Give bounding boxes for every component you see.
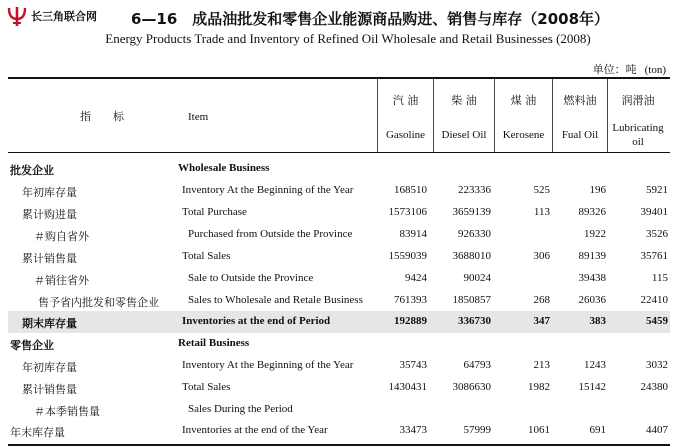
value-kerosene: 268 (533, 294, 550, 306)
value-fuel-oil: 89326 (578, 206, 606, 218)
table-title-en: Energy Products Trade and Inventory of Refined Oil Wholesale and Retail Businesses (2008) (105, 31, 591, 46)
value-gasoline: 761393 (394, 294, 427, 306)
value-gasoline: 9424 (405, 272, 427, 284)
col-fuel-oil-cn: 燃料油 (563, 94, 597, 107)
row-label-cn: 售予省内批发和零售企业 (38, 296, 159, 309)
value-diesel: 3086630 (452, 381, 491, 393)
table-row (8, 420, 670, 442)
value-gasoline: 192889 (394, 315, 427, 327)
value-diesel: 3659139 (452, 206, 491, 218)
value-diesel: 3688010 (452, 250, 491, 262)
row-label-cn: 年初库存量 (22, 361, 77, 374)
unit-label (593, 61, 666, 77)
col-gasoline-en: Gasoline (385, 129, 426, 141)
value-lubricating: 3526 (646, 228, 668, 240)
row-label-en: Sales During the Period (188, 403, 293, 415)
value-lubricating: 22410 (640, 294, 668, 306)
row-label-cn: ＃本季销售量 (34, 405, 100, 418)
value-gasoline: 83914 (399, 228, 427, 240)
value-lubricating: 35761 (640, 250, 668, 262)
value-lubricating: 5459 (646, 315, 668, 327)
value-lubricating: 3032 (646, 359, 668, 371)
row-label-cn: 批发企业 (10, 164, 54, 177)
value-gasoline: 1573106 (388, 206, 427, 218)
value-diesel: 57999 (463, 424, 491, 436)
row-label-cn: ＃购自省外 (34, 230, 89, 243)
row-label-en: Total Sales (182, 381, 231, 393)
unit-en: (ton) (644, 64, 666, 76)
row-label-en: Inventory At the Beginning of the Year (182, 184, 354, 196)
table-row (8, 399, 670, 421)
row-label-cn: 年末库存量 (10, 426, 65, 439)
value-fuel-oil: 26036 (578, 294, 606, 306)
row-label-en: Retail Business (178, 337, 250, 349)
row-label-en: Sales to Wholesale and Retale Business (188, 294, 363, 306)
value-fuel-oil: 383 (589, 315, 606, 327)
value-lubricating: 4407 (646, 424, 668, 436)
value-fuel-oil: 691 (589, 424, 606, 436)
col-lubricating-cn: 润滑油 (621, 94, 655, 107)
col-fuel-oil-en: Fual Oil (561, 129, 599, 141)
value-fuel-oil: 89139 (578, 250, 606, 262)
table-title-cn: 6—16 成品油批发和零售企业能源商品购进、销售与库存（2008年） (130, 10, 610, 28)
value-diesel: 1850857 (452, 294, 491, 306)
row-label-cn: 期末库存量 (22, 317, 77, 330)
row-label-cn: 年初库存量 (22, 186, 77, 199)
value-kerosene: 213 (533, 359, 550, 371)
row-label-en: Purchased from Outside the Province (188, 228, 353, 240)
row-label-en: Inventory At the Beginning of the Year (182, 359, 354, 371)
header-indicator: 指 标 (80, 110, 124, 123)
table-row (8, 180, 670, 202)
table-bottom-rule (8, 444, 670, 446)
value-gasoline: 1430431 (388, 381, 427, 393)
value-lubricating: 39401 (640, 206, 668, 218)
header-item: Item (188, 111, 209, 123)
col-lubricating-en: Lubricating oil (612, 122, 664, 148)
value-gasoline: 168510 (394, 184, 427, 196)
row-label-cn: ＃销往省外 (34, 274, 89, 287)
value-gasoline: 1559039 (388, 250, 427, 262)
row-label-cn: 累计销售量 (22, 383, 77, 396)
row-label-en: Wholesale Business (178, 162, 270, 174)
col-gasoline-cn: 汽 油 (392, 94, 419, 107)
table-row (8, 268, 670, 290)
table-row (8, 333, 670, 355)
value-diesel: 926330 (458, 228, 491, 240)
value-fuel-oil: 1243 (584, 359, 606, 371)
value-kerosene: 1061 (528, 424, 550, 436)
value-lubricating: 5921 (646, 184, 668, 196)
col-diesel-cn: 柴 油 (451, 94, 477, 107)
value-kerosene: 113 (533, 206, 550, 218)
col-kerosene-en: Kerosene (502, 129, 545, 141)
value-diesel: 336730 (458, 315, 491, 327)
value-diesel: 64793 (463, 359, 491, 371)
value-gasoline: 35743 (399, 359, 427, 371)
table-row (8, 355, 670, 377)
col-diesel-en: Diesel Oil (441, 129, 487, 141)
value-fuel-oil: 1922 (584, 228, 606, 240)
header-bottom-rule (8, 152, 670, 153)
row-label-cn: 零售企业 (10, 339, 54, 352)
row-label-en: Total Purchase (182, 206, 247, 218)
row-label-en: Total Sales (182, 250, 231, 262)
value-fuel-oil: 196 (589, 184, 606, 196)
site-name: 长三角联合网 (31, 10, 97, 23)
table-row (8, 158, 670, 180)
value-lubricating: 24380 (640, 381, 668, 393)
value-diesel: 90024 (463, 272, 491, 284)
table-row (8, 290, 670, 312)
value-lubricating: 115 (651, 272, 668, 284)
value-kerosene: 347 (533, 315, 550, 327)
table-row (8, 202, 670, 224)
value-fuel-oil: 39438 (578, 272, 606, 284)
table-row-highlighted (8, 311, 670, 333)
row-label-en: Inventories at the end of Period (182, 315, 331, 327)
row-label-cn: 累计购进量 (22, 208, 77, 221)
table-top-rule (8, 77, 670, 79)
table-row (8, 224, 670, 246)
row-label-en: Inventories at the end of the Year (182, 424, 328, 436)
unit-cn: 单位：吨 (592, 63, 637, 76)
value-fuel-oil: 15142 (578, 381, 606, 393)
value-diesel: 223336 (458, 184, 491, 196)
value-gasoline: 33473 (399, 424, 427, 436)
row-label-cn: 累计销售量 (22, 252, 77, 265)
table-row (8, 246, 670, 268)
value-kerosene: 1982 (528, 381, 550, 393)
row-label-en: Sale to Outside the Province (188, 272, 314, 284)
value-kerosene: 525 (533, 184, 550, 196)
col-kerosene-cn: 煤 油 (510, 94, 537, 107)
table-row (8, 377, 670, 399)
value-kerosene: 306 (533, 250, 550, 262)
